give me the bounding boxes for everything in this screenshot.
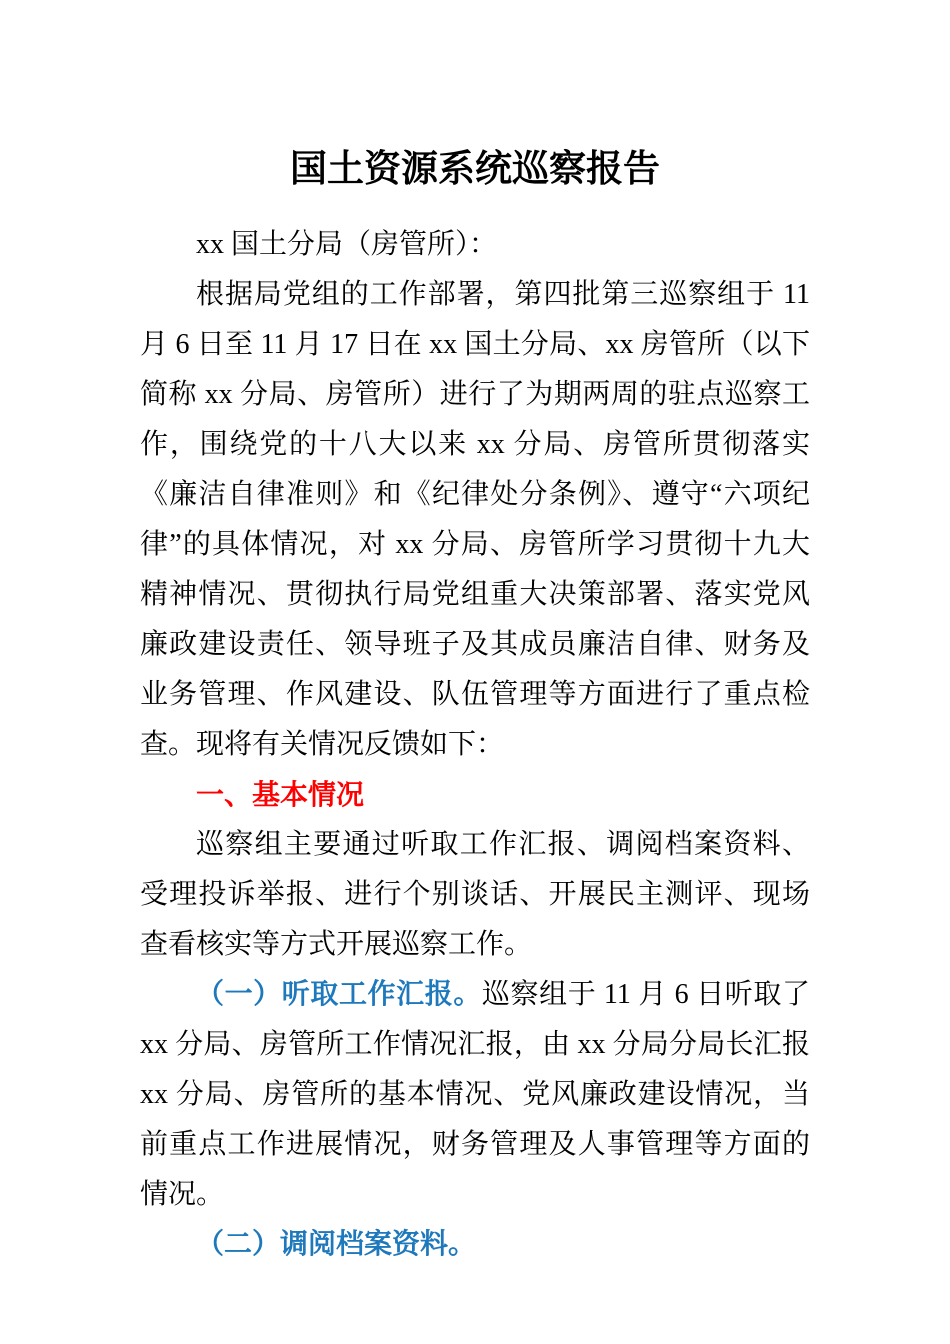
intro-paragraph: 根据局党组的工作部署，第四批第三巡察组于 11 月 6 日至 11 月 17 日在 xx 国土分局、xx 房管所（以下简称 xx 分局、房管所）进行了为期两周的驻点巡察工作，围绕党的十八大以来 xx 分局、房管所贯彻落实《廉洁自律准则》和《纪律处分条例》、遵守“六项纪律”的具体情况，对 xx 分局、房管所学习贯彻十九大精神情况、贯彻执行局党组重大决策部署、落实党风廉政建设责任、领导班子及其成员廉洁自律、财务及业务管理、作风建设、队伍管理等方面进行了重点检查。现将有关情况反馈如下： [140, 279, 810, 760]
subsection-1-text: 巡察组于 11 月 6 日听取了 xx 分局、房管所工作情况汇报，由 xx 分局分局长汇报 xx 分局、房管所的基本情况、党风廉政建设情况，当前重点工作进展情况，财务管理及人事管理等方面的情况。 [140, 979, 810, 1210]
document-title: 国土资源系统巡察报告 [290, 149, 660, 190]
methods-paragraph: 巡察组主要通过听取工作汇报、调阅档案资料、受理投诉举报、进行个别谈话、开展民主测评、现场查看核实等方式开展巡察工作。 [140, 829, 810, 960]
salutation: xx 国土分局（房管所）： [196, 229, 498, 260]
section-heading-basic-situation: 一、基本情况 [196, 779, 365, 810]
subsection-2-lead: （二）调阅档案资料。 [196, 1229, 477, 1260]
subsection-1-lead: （一）听取工作汇报。 [196, 979, 482, 1010]
document-body [140, 220, 810, 1270]
subsection-1 [140, 970, 810, 1220]
subsection-2 [140, 1220, 810, 1270]
